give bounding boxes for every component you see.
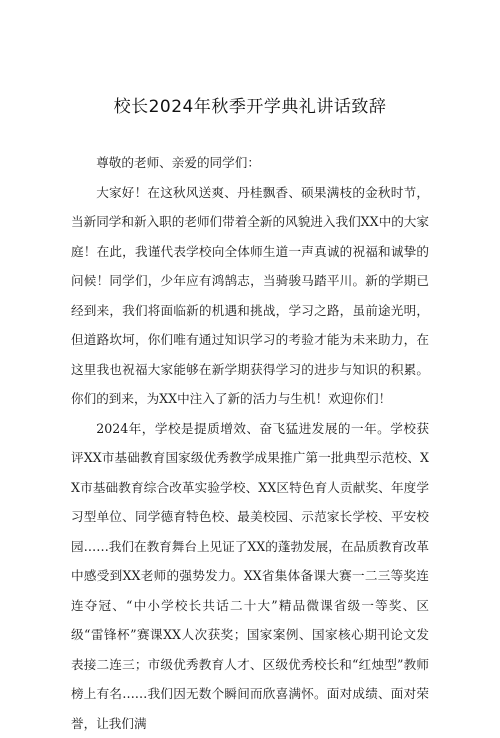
salutation: 尊敬的老师、亲爱的同学们： [71,148,429,178]
paragraph-welcome: 大家好！在这秋风送爽、丹桂飘香、硕果满枝的金秋时节，当新同学和新入职的老师们带着全新的风貌进入我们XX中的大家庭！在此，我谨代表学校向全体师生道一声真诚的祝福和诚挚的问候！同学们，少年应有鸿鹄志，当骑骏马踏平川。新的学期已经到来，我们将面临新的机遇和挑战，学习之路，虽前途光明，但道路坎坷，你们唯有通过知识学习的考验才能为未来助力，在这里我也祝福大家能够在新学期获得学习的进步与知识的积累。你们的到来，为XX中注入了新的活力与生机！欢迎你们！ [71,178,429,414]
document-title: 校长2024年秋季开学典礼讲话致辞 [0,92,500,117]
document-body [71,148,429,738]
paragraph-achievements: 2024年，学校是提质增效、奋飞猛进发展的一年。学校获评XX市基础教育国家级优秀教学成果推广第一批典型示范校、XX市基础教育综合改革实验学校、XX区特色育人贡献奖、年度学习型单位、同学德育特色校、最美校园、示范家长学校、平安校园……我们在教育舞台上见证了XX的蓬勃发展，在品质教育改革中感受到XX老师的强势发力。XX省集体备课大赛一二三等奖连连夺冠、“中小学校长共话二十大”精品微课省级一等奖、区级“雷锋杯”赛课XX人次获奖；国家案例、国家核心期刊论文发表接二连三；市级优秀教育人才、区级优秀校长和“红烛型”教师榜上有名……我们因无数个瞬间而欣喜满怀。面对成绩、面对荣誉，让我们满 [71,414,429,738]
